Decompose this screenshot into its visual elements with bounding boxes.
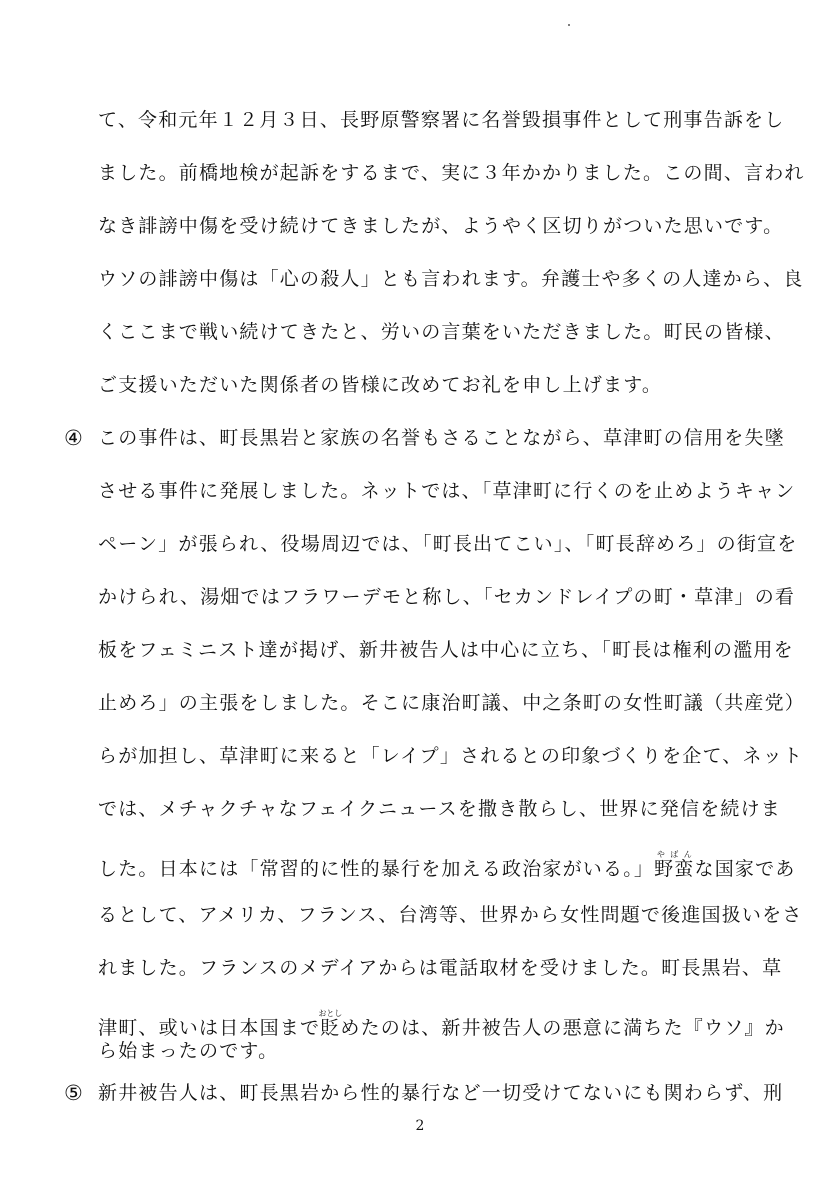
text-line: この事件は、町長黒岩と家族の名誉もさることながら、草津町の信用を失墜 — [98, 427, 785, 449]
text-line: させる事件に発展しました。ネットでは、「草津町に行くのを止めようキャン — [98, 480, 796, 502]
scan-speck — [568, 24, 570, 26]
text-line-with-ruby — [98, 1009, 785, 1040]
ruby-word — [318, 1009, 343, 1039]
text-segment: めたのは、新井被告人の悪意に満ちた『ウソ』か — [340, 1017, 785, 1039]
item-marker-4: ④ — [64, 426, 83, 450]
text-line: ました。前橋地検が起訴をするまで、実に３年かかりました。この間、言われ — [98, 162, 805, 184]
text-segment: な国家であ — [694, 858, 796, 880]
text-line: て、令和元年１２月３日、長野原警察署に名誉毀損事件として刑事告訴をし — [98, 109, 785, 131]
text-segment: した。日本には「常習的に性的暴行を加える政治家がいる。」 — [98, 858, 655, 880]
ruby-reading: おとし — [318, 1009, 343, 1018]
text-line: らが加担し、草津町に来ると「レイプ」されるとの印象づくりを企て、ネット — [98, 745, 804, 767]
ruby-base: 野蛮 — [654, 858, 695, 880]
text-line: ペーン」が張られ、役場周辺では、「町長出てこい」、「町長辞めろ」の街宣を — [98, 533, 798, 555]
ruby-word — [654, 850, 695, 880]
text-line: ウソの誹謗中傷は「心の殺人」とも言われます。弁護士や多くの人達から、良 — [98, 268, 804, 290]
item-marker-5: ⑤ — [64, 1081, 83, 1105]
text-line: れました。フランスのメデイアからは電話取材を受けました。町長黒岩、草 — [98, 957, 783, 979]
text-line: では、メチャクチャなフェイクニュースを撒き散らし、世界に発信を続けま — [98, 798, 782, 820]
text-line: るとして、アメリカ、フランス、台湾等、世界から女性問題で後進国扱いをさ — [98, 904, 803, 926]
page-number: 2 — [415, 1118, 425, 1134]
text-line: ら始まったのです。 — [98, 1040, 279, 1062]
text-line: 板をフェミニスト達が掲げ、新井被告人は中心に立ち、「町長は権利の濫用を — [98, 639, 794, 661]
text-line-with-ruby — [98, 850, 796, 881]
text-line: 新井被告人は、町長黒岩から性的暴行など一切受けてないにも関わらず、刑 — [98, 1082, 784, 1104]
text-line: なき誹謗中傷を受け続けてきましたが、ようやく区切りがついた思いです。 — [98, 215, 784, 237]
text-line: ご支援いただいた関係者の皆様に改めてお礼を申し上げます。 — [98, 374, 663, 396]
text-segment: 津町、或いは日本国まで — [98, 1017, 321, 1039]
ruby-base: 貶 — [318, 1017, 343, 1039]
text-line: 止めろ」の主張をしました。そこに康治町議、中之条町の女性町議（共産党） — [98, 692, 806, 714]
text-line: くここまで戦い続けてきたと、労いの言葉をいただきました。町民の皆様、 — [98, 321, 785, 343]
text-line: かけられ、湯畑ではフラワーデモと称し、「セカンドレイプの町・草津」の看 — [98, 586, 796, 608]
ruby-reading: やばん — [654, 850, 695, 859]
